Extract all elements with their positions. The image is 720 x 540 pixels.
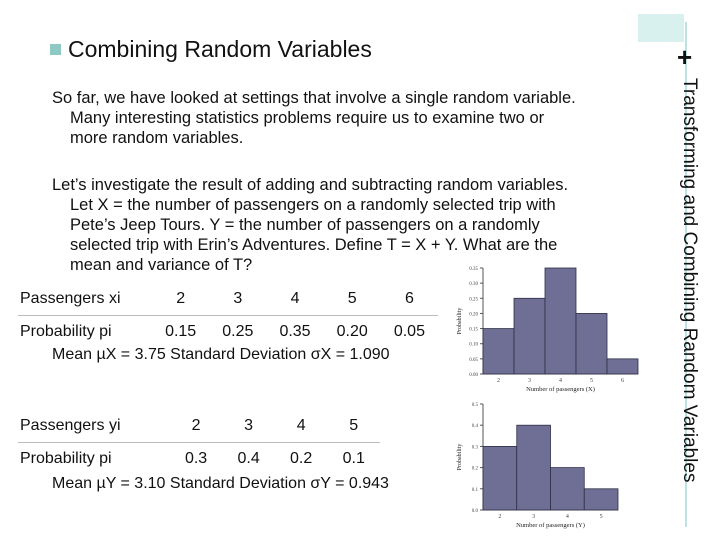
bar: [545, 268, 576, 374]
x-axis-label: Number of passengers (Y): [516, 522, 585, 529]
slide-heading: [50, 36, 372, 63]
table-cell: 4: [290, 290, 300, 307]
table-row: [18, 316, 438, 349]
corner-tab: [638, 14, 684, 42]
x-tick-label: 4: [565, 514, 569, 520]
table-cell: 2: [191, 417, 201, 434]
histogram-x: [448, 262, 648, 396]
table-cell: 0.25: [209, 316, 266, 349]
table-cell: 0.4: [222, 443, 275, 476]
x-tick-label: 5: [590, 378, 593, 384]
square-bullet-icon: [50, 44, 61, 55]
bar: [517, 425, 551, 510]
para1-line3: more random variables.: [70, 129, 244, 147]
heading-text: Combining Random Variables: [68, 36, 372, 62]
row-label-probability: Probability pi: [18, 316, 152, 349]
y-tick-label: 0.2: [471, 466, 478, 472]
question-paragraph: [52, 175, 642, 275]
table-cell: 0.35: [266, 316, 323, 349]
row-label-passengers: Passengers xi: [20, 290, 121, 307]
y-axis-label: Probability: [457, 443, 463, 471]
bar: [514, 298, 545, 374]
y-tick-label: 0.15: [469, 327, 478, 333]
bar: [607, 359, 638, 374]
table-row: [18, 443, 380, 476]
para2-line5: mean and variance of T?: [70, 256, 253, 274]
x-tick-label: 2: [497, 378, 500, 384]
table-cell: 5: [349, 417, 359, 434]
bar: [576, 313, 607, 374]
bar: [584, 489, 618, 510]
distribution-table-x: [18, 283, 438, 348]
para2-line4: selected trip with Erin’s Adventures. Define T = X + Y. What are the: [70, 236, 558, 254]
table-cell: 0.1: [327, 443, 380, 476]
y-tick-label: 0.10: [469, 342, 478, 348]
plus-mark: +: [677, 42, 693, 72]
y-tick-label: 0.20: [469, 312, 478, 318]
table-cell: 6: [404, 290, 414, 307]
x-tick-label: 4: [559, 378, 562, 384]
histogram-y: [448, 396, 648, 532]
y-tick-label: 0.4: [471, 424, 478, 430]
x-tick-label: 2: [498, 514, 502, 520]
table-cell: 2: [176, 290, 186, 307]
row-label-passengers: Passengers yi: [20, 417, 121, 434]
stat-line-x: Mean µX = 3.75 Standard Deviation σX = 1.090: [52, 346, 390, 363]
y-tick-label: 0.3: [471, 445, 478, 451]
y-tick-label: 0.5: [471, 403, 478, 408]
y-tick-label: 0.35: [469, 267, 478, 272]
para1-line2: Many interesting statistics problems require us to examine two or: [70, 109, 545, 127]
table-cell: 0.3: [170, 443, 223, 476]
para2-line3: Pete’s Jeep Tours. Y = the number of passengers on a randomly: [70, 216, 540, 234]
table-row: [18, 283, 438, 316]
intro-paragraph: [52, 88, 642, 148]
side-title: Transforming and Combining Random Variables: [679, 78, 700, 483]
y-tick-label: 0.25: [469, 297, 478, 303]
table-cell: 4: [296, 417, 306, 434]
y-tick-label: 0.05: [469, 357, 478, 363]
para1-line1: So far, we have looked at settings that involve a single random variable.: [52, 89, 576, 107]
x-tick-label: 3: [532, 514, 536, 520]
para2-line1: Let’s investigate the result of adding and subtracting random variables.: [52, 176, 569, 194]
distribution-table-y: [18, 410, 380, 475]
bar: [483, 329, 514, 374]
x-tick-label: 5: [599, 514, 603, 520]
table-cell: 3: [233, 290, 243, 307]
y-tick-label: 0.30: [469, 282, 478, 288]
bar: [483, 446, 517, 510]
bar: [551, 468, 585, 510]
stat-line-y: Mean µY = 3.10 Standard Deviation σY = 0.943: [52, 475, 389, 492]
table-cell: 0.15: [152, 316, 209, 349]
para2-line2: Let X = the number of passengers on a randomly selected trip with: [70, 196, 556, 214]
row-label-probability: Probability pi: [18, 443, 170, 476]
table-cell: 3: [244, 417, 254, 434]
table-row: [18, 410, 380, 443]
table-cell: 0.05: [381, 316, 438, 349]
x-tick-label: 3: [528, 378, 531, 384]
table-cell: 0.2: [275, 443, 328, 476]
y-tick-label: 0.1: [471, 487, 478, 493]
x-axis-label: Number of passengers (X): [526, 386, 595, 393]
y-tick-label: 0.0: [471, 509, 478, 514]
table-cell: 5: [347, 290, 357, 307]
y-axis-label: Probability: [457, 307, 463, 335]
table-cell: 0.20: [324, 316, 381, 349]
y-tick-label: 0.00: [469, 373, 478, 378]
x-tick-label: 6: [621, 378, 624, 384]
